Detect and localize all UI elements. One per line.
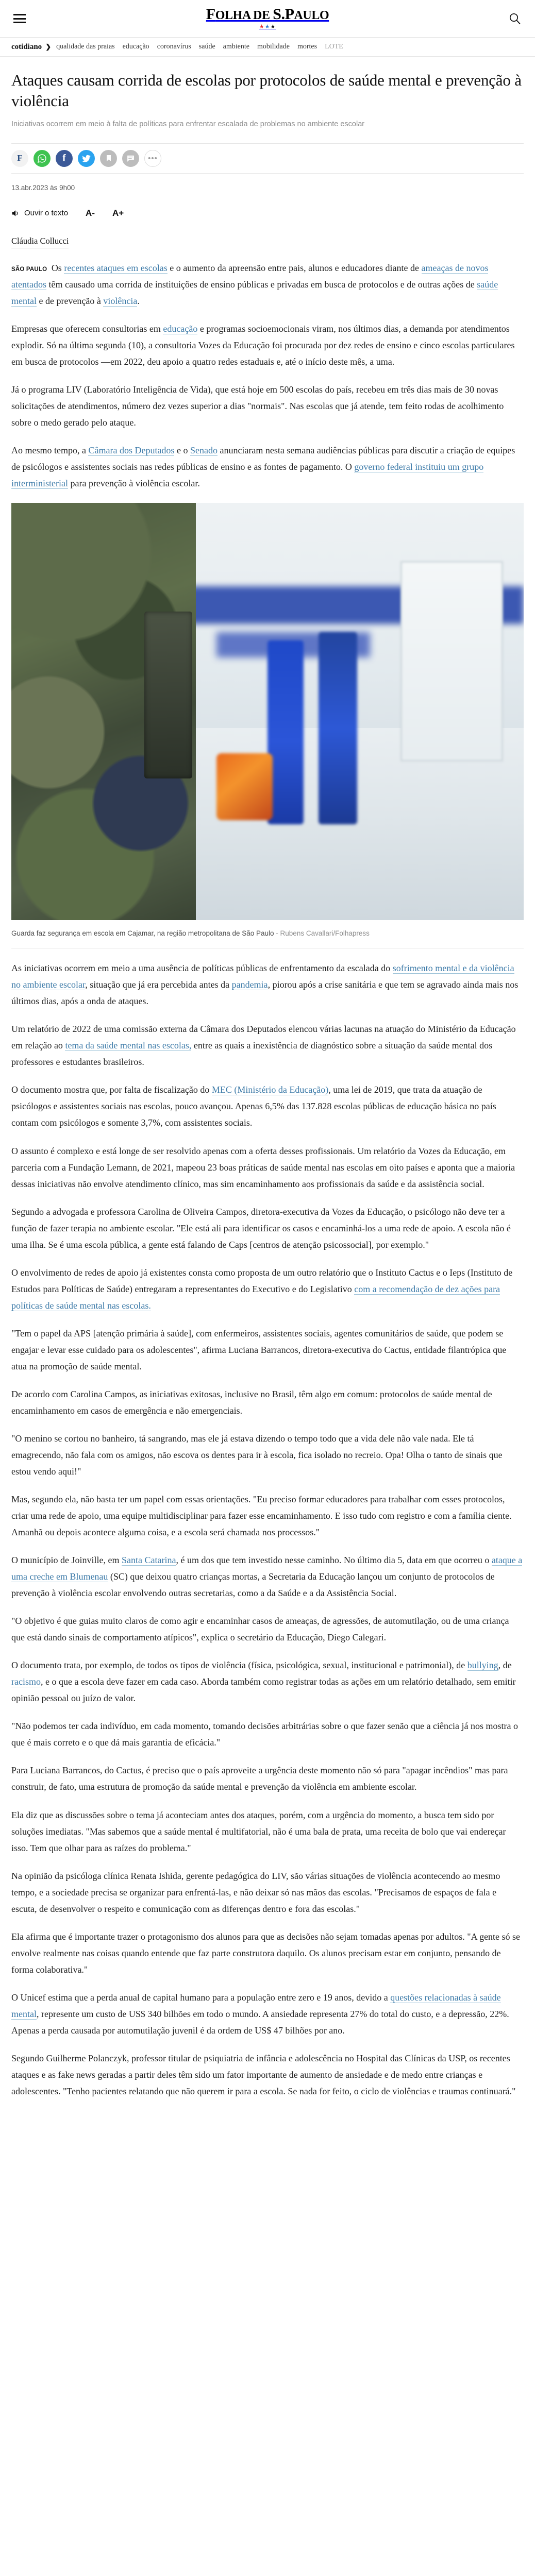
article-paragraph: "O objetivo é que guias muito claros de como agir e encaminhar casos de ameaças, de agressões, de automutilação, ou de uma criança que está dando sinais de comportamento atípicos", explica o secretário da Educação, Diego Calegari.: [11, 1616, 509, 1643]
whatsapp-share-icon[interactable]: [34, 150, 51, 167]
site-header: [0, 0, 535, 37]
article-photo-figure: [11, 503, 524, 948]
article-inline-link[interactable]: ataque a uma creche em Blumenau: [11, 1555, 523, 1582]
listen-label: Ouvir o texto: [24, 209, 69, 218]
article-paragraph: Segundo Guilherme Polanczyk, professor titular de psiquiatria de infância e adolescência no Hospital das Clínicas da USP, os recentes ataques e as fake news geradas a partir deles têm sido um fator importante de aumento de ansiedade e de medo entre crianças e adolescentes. "Tenho pacientes relatando que não querem ir para a escola. Se nada for feito, o ciclo de violências e traumas continuará.": [11, 2053, 516, 2096]
article-paragraph: SÃO PAULO Os recentes ataques em escolas e o aumento da apreensão entre pais, alunos e educadores diante de ameaças de novos atentados têm causado uma corrida de instituições de ensino públicas e privadas em busca de protocolos e de outras ações de saúde mental e de prevenção à violência.: [11, 262, 498, 306]
article-subheadline: Iniciativas ocorrem em meio à falta de políticas para enfrentar escalada de problemas no ambiente escolar: [11, 120, 365, 128]
photo-doorway: [400, 561, 503, 761]
article-inline-link[interactable]: sofrimento mental e da violência no ambiente escolar: [11, 963, 514, 990]
article-main: [0, 70, 535, 2099]
article-inline-link[interactable]: bullying: [467, 1660, 498, 1671]
hamburger-bar: [13, 14, 26, 15]
article-paragraph: Empresas que oferecem consultorias em educação e programas socioemocionais viram, nos últimos dias, a demanda por atendimentos explodir. Só na última segunda (10), a consultoria Vozes da Educação foi procurada por dez redes de ensino e cinco escolas particulares em busca de protocolos —em 2022, deu apoio a quatro redes estaduais e, até o início deste mês, a uma.: [11, 323, 515, 367]
bookmark-icon[interactable]: [100, 150, 117, 167]
article-inline-link[interactable]: ameaças de novos atentados: [11, 262, 489, 290]
font-increase-button[interactable]: A+: [112, 208, 124, 218]
section-navigation: [0, 37, 535, 57]
nav-current-section[interactable]: cotidiano: [11, 42, 42, 51]
photo-backpack-orange: [216, 753, 273, 820]
speaker-icon: [11, 209, 21, 217]
chevron-right-icon: ❯: [45, 43, 52, 50]
hamburger-bar: [13, 22, 26, 23]
article-paragraph: "O menino se cortou no banheiro, tá sangrando, mas ele já estava dizendo o tempo todo que a vida dele não vale nada. Ele tá emagrecendo, não fala com os amigos, não escova os dentes para ir à escola, fica isolado no recreio. Opa! Olha o tanto de sinais que estou vendo aqui!": [11, 1433, 503, 1477]
article-paragraph: O Unicef estima que a perda anual de capital humano para a população entre zero e 19 anos, devido a questões relacionadas à saúde mental, represente um custo de US$ 340 bilhões em todo o mundo. A ansiedade representa 27% do total do custo, e a depressão, 22%. Apenas a perda causada por automutilação juvenil é da ordem de US$ 47 bilhões por ano.: [11, 1992, 509, 2036]
font-decrease-button[interactable]: A-: [86, 208, 95, 218]
article-inline-link[interactable]: racismo: [11, 1676, 41, 1687]
article-paragraph: "Tem o papel da APS [atenção primária à saúde], com enfermeiros, assistentes sociais, agentes comunitários de saúde, que podem se engajar e levar esse cuidado para os adolescentes", afirma Luciana Barrancos, diretora-executiva do Cactus, entidade filantrópica que atua na promoção de saúde mental.: [11, 1328, 507, 1371]
article-paragraph: O documento mostra que, por falta de fiscalização do MEC (Ministério da Educação), uma lei de 2019, que trata da atuação de psicólogos e assistentes sociais nas escolas, pouco avançou. Apenas 6,5% das 137.828 escolas públicas de educação básica no país contam com psicólogos e somente 3,7%, com assistentes sociais.: [11, 1084, 496, 1128]
article-inline-link[interactable]: pandemia: [231, 979, 268, 990]
article-inline-link[interactable]: tema da saúde mental nas escolas,: [65, 1040, 192, 1051]
article-dateline: SÃO PAULO: [11, 266, 47, 273]
article-paragraph: Um relatório de 2022 de uma comissão externa da Câmara dos Deputados elencou várias lacunas na atuação do Ministério da Educação em relação ao tema da saúde mental nas escolas, entre as quais a inexistência de diagnóstico sobre a situação da saúde mental dos professores e estudantes brasileiros.: [11, 1024, 516, 1067]
search-icon[interactable]: [508, 12, 522, 25]
site-logo[interactable]: [206, 7, 329, 30]
article-inline-link[interactable]: Senado: [190, 445, 218, 455]
twitter-share-icon[interactable]: [78, 150, 95, 167]
photo-student-1: [268, 640, 304, 824]
article-paragraph: O assunto é complexo e está longe de ser resolvido apenas com a oferta desses profissionais. Um relatório da Vozes da Educação, em parceria com a Fundação Lemann, de 2021, mapeou 23 boas práticas de saúde mental nas escolas em oito países e aponta que a maioria dessas iniciativas não envolve atendimento clínico, mas sim encaminhamento aos profissionais da saúde e da assistência social.: [11, 1145, 515, 1189]
article-paragraph: O documento trata, por exemplo, de todos os tipos de violência (física, psicológica, sexual, institucional e patrimonial), de bullying, de racismo, e o que a escola deve fazer em cada caso. Aborda também como registrar todas as ações em um relatório detalhado, sem emitir opinião pessoal ou juízo de valor.: [11, 1660, 516, 1704]
nav-item-qualidade-das-praias[interactable]: qualidade das praias: [56, 43, 115, 50]
article-inline-link[interactable]: Santa Catarina: [121, 1555, 176, 1566]
photo-caption-text: Guarda faz segurança em escola em Cajamar, na região metropolitana de São Paulo: [11, 929, 274, 937]
article-paragraph: De acordo com Carolina Campos, as iniciativas exitosas, inclusive no Brasil, têm algo em comum: protocolos de saúde mental de encaminhamento em casos de emergência e não emergenciais.: [11, 1388, 492, 1416]
article-inline-link[interactable]: questões relacionadas à saúde mental: [11, 1992, 501, 2019]
share-bar: [11, 143, 524, 174]
publish-timestamp: 13.abr.2023 às 9h00: [11, 183, 75, 192]
nav-item-mobilidade[interactable]: mobilidade: [257, 43, 290, 50]
article-paragraph: As iniciativas ocorrem em meio a uma ausência de políticas públicas de enfrentamento da escalada do sofrimento mental e da violência no ambiente escolar, situação que já era percebida antes da pandemia, piorou após a crise sanitária e que tem se agravado ainda mais nos últimos dias, após a onda de ataques.: [11, 963, 519, 1007]
article-paragraph: Na opinião da psicóloga clínica Renata Ishida, gerente pedagógica do LIV, são várias situações de violência acontecendo ao mesmo tempo, e a sociedade precisa se organizar para enfrentá-las, e não deixar só nas mãos das escolas. "Precisamos de espaços de fala e escuta, de desenvolver o respeito e comunicação com as diferenças dentro e fora das escolas.": [11, 1870, 500, 1914]
article-tools: [11, 208, 524, 218]
article-paragraph: Mas, segundo ela, não basta ter um papel com essas orientações. "Eu preciso formar educadores para trabalhar com esses protocolos, criar uma rede de apoio, uma equipe multidisciplinar para fazer esse encaminhamento. E isso tudo com registro e com a família ciente. Amanhã ou depois acontece alguma coisa, e a escola será chamada nos processos.": [11, 1494, 512, 1538]
photo-caption: [11, 928, 524, 948]
article-inline-link[interactable]: governo federal instituiu um grupo interministerial: [11, 461, 484, 488]
article-inline-link[interactable]: recentes ataques em escolas: [64, 262, 168, 273]
article-paragraph: Já o programa LIV (Laboratório Inteligência de Vida), que está hoje em 500 escolas do país, recebeu em três dias mais de 30 novas solicitações de atendimentos, número dez vezes superior a dias "normais". Nas escolas que já atende, tem feito rodas de acolhimento sobre o medo gerado pelo ataque.: [11, 384, 504, 428]
article-paragraph: Ela afirma que é importante trazer o protagonismo dos alunos para que as decisões não sejam tomadas apenas por adultos. "A gente só se envolve realmente nas coisas quando entende que faz parte construtora daquilo. Os alunos precisam estar em conjunto, pensando de forma colaborativa.": [11, 1931, 521, 1975]
photo-credit: - Rubens Cavallari/Folhapress: [274, 929, 370, 937]
brand-wordmark: FOLHA DE S.PAULO: [206, 6, 329, 23]
article-inline-link[interactable]: com a recomendação de dez ações para políticas de saúde mental nas escolas.: [11, 1283, 500, 1311]
nav-item-mortes[interactable]: mortes: [297, 43, 317, 50]
nav-item-coronavirus[interactable]: coronavírus: [157, 43, 191, 50]
photo-guard-camouflage: [11, 503, 196, 920]
article-paragraph: Ao mesmo tempo, a Câmara dos Deputados e o Senado anunciaram nesta semana audiências públicas para discutir a criação de equipes de psicólogos e assistentes sociais nas redes públicas de ensino e as fontes de pagamento. O governo federal instituiu um grupo interministerial para prevenção à violência escolar.: [11, 445, 515, 488]
page-title: Ataques causam corrida de escolas por protocolos de saúde mental e prevenção à violência: [11, 71, 522, 110]
article-inline-link[interactable]: MEC (Ministério da Educação): [211, 1084, 329, 1095]
nav-item-educacao[interactable]: educação: [122, 43, 149, 50]
article-inline-link[interactable]: educação: [163, 323, 198, 334]
article-body-top: [11, 260, 524, 492]
article-paragraph: O envolvimento de redes de apoio já existentes consta como proposta de um outro relatório que o Instituto Cactus e o Ieps (Instituto de Estudos para Políticas de Saúde) entregaram a representantes do Executivo e do Legislativo com a recomendação de dez ações para políticas de saúde mental nas escolas.: [11, 1267, 513, 1311]
school-security-guard-photo: [11, 503, 524, 920]
more-options-icon[interactable]: •••: [144, 150, 161, 167]
photo-student-2: [319, 632, 357, 824]
nav-item-saude[interactable]: saúde: [198, 43, 215, 50]
nav-item-loterias[interactable]: LOTE: [325, 43, 343, 50]
article-body-bottom: [11, 960, 524, 2099]
facebook-share-icon[interactable]: f: [56, 150, 73, 167]
author-byline[interactable]: Cláudia Collucci: [11, 236, 69, 248]
brand-stars-icon: ★★★: [259, 24, 276, 30]
listen-to-text-button[interactable]: [11, 209, 68, 217]
article-inline-link[interactable]: Câmara dos Deputados: [88, 445, 175, 455]
folha-share-icon[interactable]: F: [11, 150, 28, 167]
article-paragraph: O município de Joinville, em Santa Catarina, é um dos que tem investido nesse caminho. No último dia 5, data em que ocorreu o ataque a uma creche em Blumenau (SC) que deixou quatro crianças mortas, a Secretaria da Educação lançou um conjunto de protocolos de prevenção à violência escolar envolvendo outras secretarias, como a da Saúde e a da Assistência Social.: [11, 1555, 523, 1599]
article-paragraph: "Não podemos ter cada indivíduo, em cada momento, tomando decisões arbitrárias sobre o que fazer senão que a ciência já nos mostra o que é mais correto e o que dá mais garantia de eficácia.": [11, 1721, 519, 1748]
article-paragraph: Segundo a advogada e professora Carolina de Oliveira Campos, diretora-executiva da Vozes da Educação, o psicólogo não deve ter a função de fazer terapia no ambiente escolar. "Ele está ali para identificar os casos e encaminhá-los a uma rede de apoio. A escola não é uma ilha. Se é uma escola pública, a gente está falando de Caps [centros de atenção psicossocial], por exemplo.": [11, 1206, 511, 1250]
article-inline-link[interactable]: saúde mental: [11, 279, 498, 306]
article-paragraph: Ela diz que as discussões sobre o tema já aconteciam antes dos ataques, porém, com a urgência do momento, a busca tem sido por soluções imediatas. "Mas sabemos que a saúde mental é multifatorial, não é uma bala de prata, uma receita de bolo que vai endereçar isso. Tem que olhar para as raízes do problema.": [11, 1809, 506, 1853]
hamburger-menu-icon[interactable]: [13, 14, 26, 23]
nav-item-ambiente[interactable]: ambiente: [223, 43, 249, 50]
hamburger-bar: [13, 18, 26, 20]
article-paragraph: Para Luciana Barrancos, do Cactus, é preciso que o país aproveite a urgência deste momento não só para "apagar incêndios" mas para construir, de fato, uma estrutura de promoção da saúde mental e prevenção da violência em ambiente escolar.: [11, 1765, 508, 1792]
article-inline-link[interactable]: violência: [103, 295, 138, 306]
comments-icon[interactable]: [122, 150, 139, 167]
